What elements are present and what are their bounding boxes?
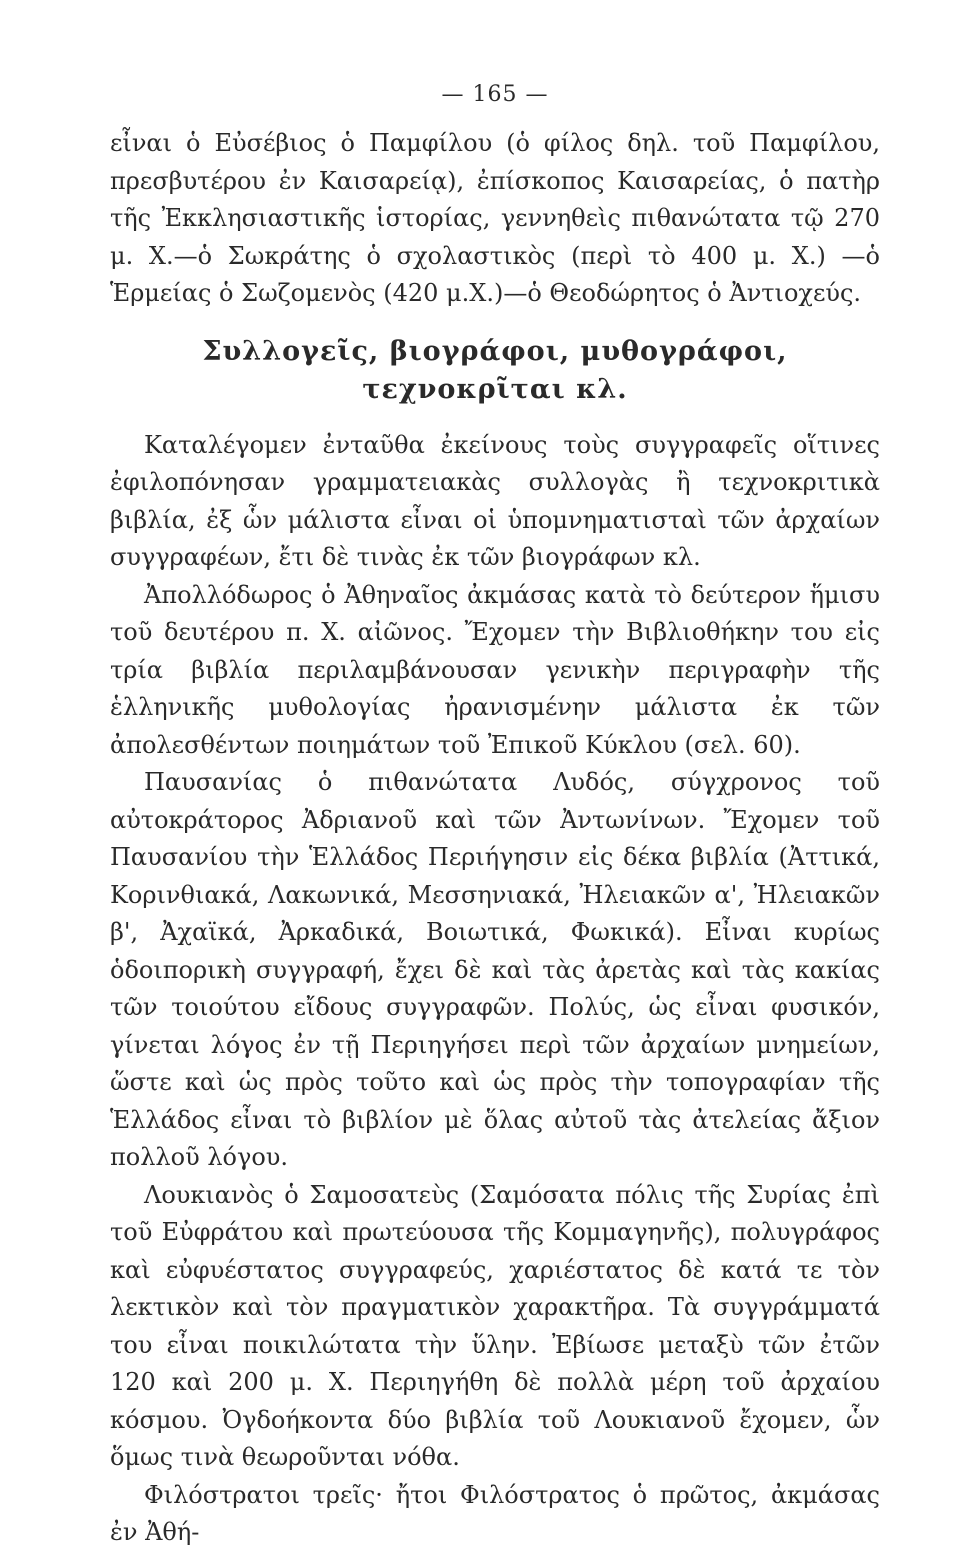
lucian-paragraph: Λουκιανὸς ὁ Σαμοσατεὺς (Σαμόσατα πόλις τῆς Συρίας ἐπὶ τοῦ Εὐφράτου καὶ πρωτεύουσα τῆς Κομμαγηνῆς), πολυγράφος καὶ εὐφυέστατος συγγραφεύς, χαριέστατος δὲ κατά τε τὸν λεκτικὸν καὶ τὸν πραγματικὸν χαρακτῆρα. Τὰ συγγράμματά του εἶναι ποικιλώτατα τὴν ὕλην. Ἐβίωσε μεταξὺ τῶν ἐτῶν 120 καὶ 200 μ. Χ. Περιηγήθη δὲ πολλὰ μέρη τοῦ ἀρχαίου κόσμου. Ὀγδοήκοντα δύο βιβλία τοῦ Λουκιανοῦ ἔχομεν, ὧν ὅμως τινὰ θεωροῦνται νόθα. (110, 1180, 880, 1471)
pausanias-paragraph: Παυσανίας ὁ πιθανώτατα Λυδός, σύγχρονος τοῦ αὐτοκράτορος Ἀδριανοῦ καὶ τῶν Ἀντωνίνων. Ἔχομεν τοῦ Παυσανίου τὴν Ἑλλάδος Περιήγησιν εἰς δέκα βιβλία (Ἀττικά, Κορινθιακά, Λακωνικά, Μεσσηνιακά, Ἠλειακῶν α', Ἠλειακῶν β', Ἀχαϊκά, Ἀρκαδικά, Βοιωτικά, Φωκικά). Εἶναι κυρίως ὁδοιπορικὴ συγγραφή, ἔχει δὲ καὶ τὰς ἀρετὰς καὶ τὰς κακίας τῶν τοιούτου εἴδους συγγραφῶν. Πολύς, ὡς εἶναι φυσικόν, γίνεται λόγος ἐν τῇ Περιηγήσει περὶ τῶν ἀρχαίων μνημείων, ὥστε καὶ ὡς πρὸς τοῦτο καὶ ὡς πρὸς τὴν τοπογραφίαν τῆς Ἑλλάδος εἶναι τὸ βιβλίον μὲ ὅλας αὐτοῦ τὰς ἀτελείας ἄξιον πολλοῦ λόγου. (110, 768, 880, 1171)
opening-paragraph: εἶναι ὁ Εὐσέβιος ὁ Παμφίλου (ὁ φίλος δηλ. τοῦ Παμφίλου, πρεσβυτέρου ἐν Καισαρείᾳ), ἐπίσκοπος Καισαρείας, ὁ πατὴρ τῆς Ἐκκλησιαστικῆς ἱστορίας, γεννηθεὶς πιθανώτατα τῷ 270 μ. Χ.—ὁ Σωκράτης ὁ σχολαστικὸς (περὶ τὸ 400 μ. Χ.) —ὁ Ἑρμείας ὁ Σωζομενὸς (420 μ.Χ.)—ὁ Θεοδώρητος ὁ Ἀντιοχεύς. (110, 129, 880, 307)
page-number: — 165 — (441, 82, 549, 107)
section-heading (110, 333, 880, 409)
philostratoi-paragraph: Φιλόστρατοι τρεῖς· ἤτοι Φιλόστρατος ὁ πρῶτος, ἀκμάσας ἐν Ἀθή- (110, 1480, 880, 1546)
book-page (110, 82, 880, 1552)
section-heading-line-2: τεχνοκρῖται κλ. (362, 373, 628, 405)
intro-paragraph: Καταλέγομεν ἐνταῦθα ἐκείνους τοὺς συγγραφεῖς οἵτινες ἐφιλοπόνησαν γραμματειακὰς συλλογὰς ἢ τεχνοκριτικὰ βιβλία, ἐξ ὧν μάλιστα εἶναι οἱ ὑπομνηματισταὶ τῶν ἀρχαίων συγγραφέων, ἔτι δὲ τινὰς ἐκ τῶν βιογράφων κλ. (110, 430, 880, 571)
apollodorus-paragraph: Ἀπολλόδωρος ὁ Ἀθηναῖος ἀκμάσας κατὰ τὸ δεύτερον ἥμισυ τοῦ δευτέρου π. Χ. αἰῶνος. Ἔχομεν τὴν Βιβλιοθήκην του εἰς τρία βιβλία περιλαμβάνουσαν γενικὴν περιγραφὴν τῆς ἑλληνικῆς μυθολογίας ἠρανισμένην μάλιστα ἐκ τῶν ἀπολεσθέντων ποιημάτων τοῦ Ἐπικοῦ Κύκλου (σελ. 60). (110, 580, 880, 759)
section-heading-line-1: Συλλογεῖς, βιογράφοι, μυθογράφοι, (202, 335, 788, 367)
